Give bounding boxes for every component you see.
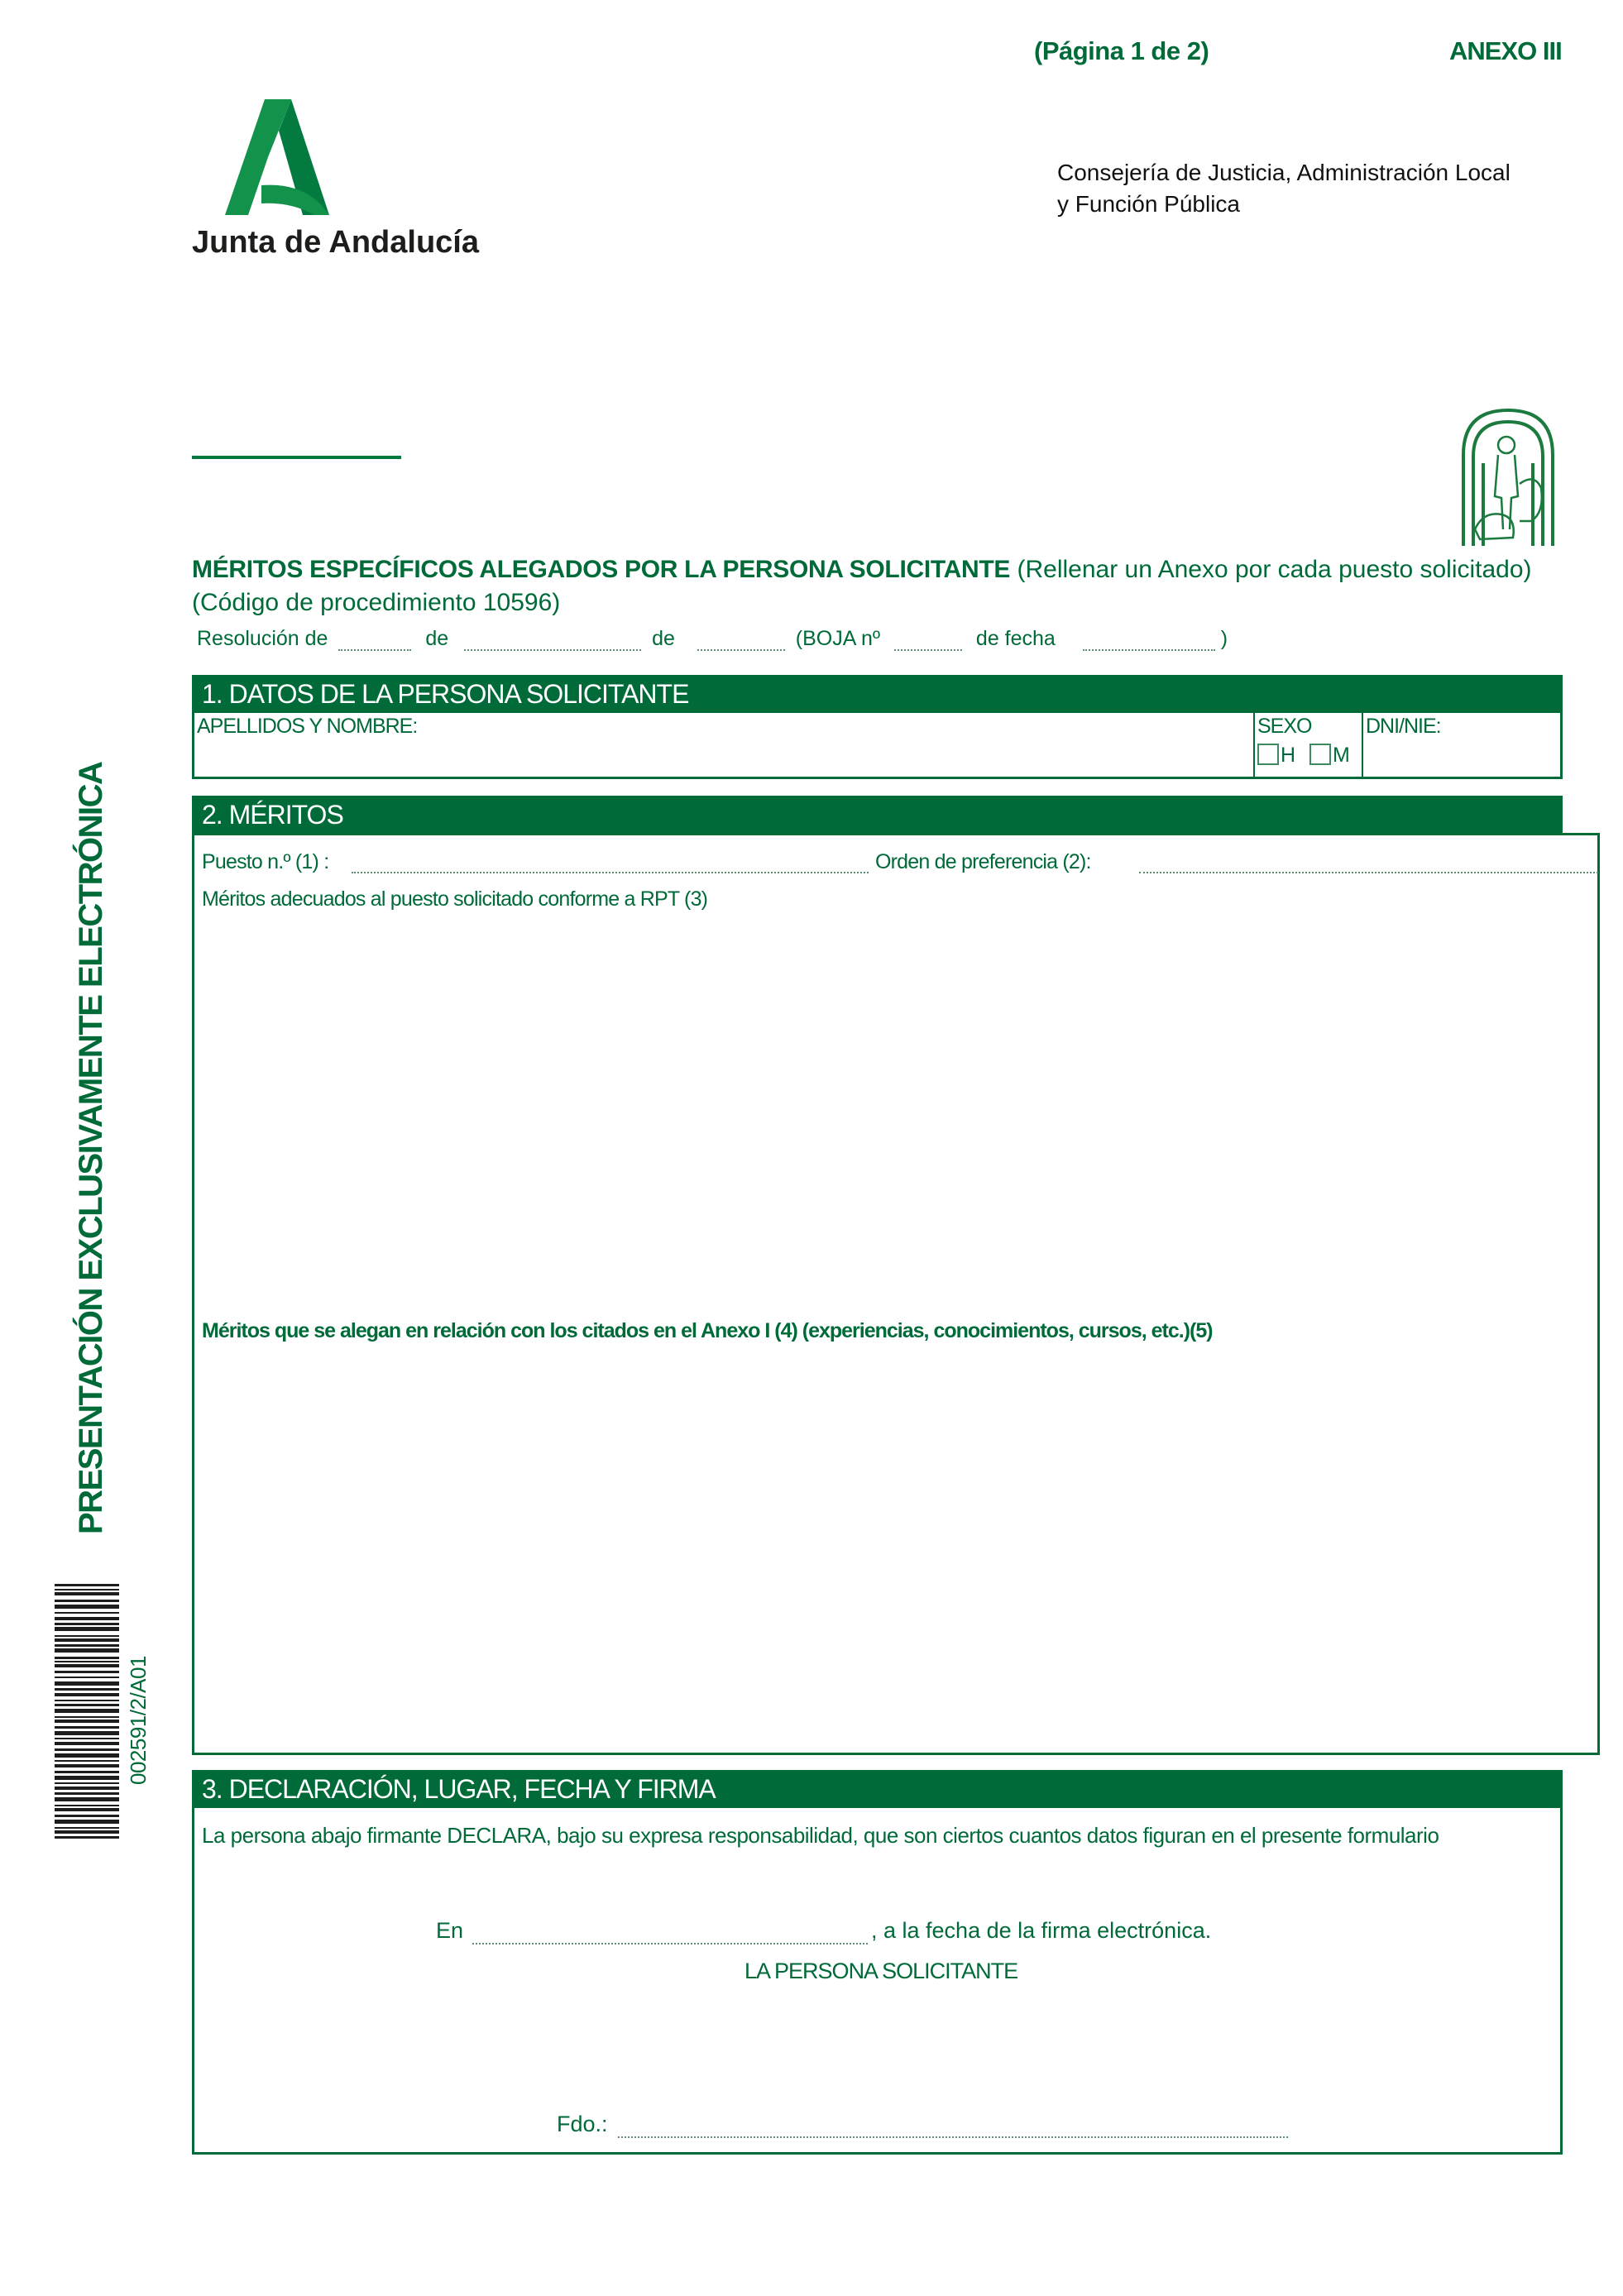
- alleged-merits-label: Méritos que se alegan en relación con los citados en el Anexo I (4) (experiencias, conocimientos, cursos, etc.)(5): [202, 1319, 1213, 1342]
- sex-field: [1253, 713, 1362, 777]
- place-label: En: [436, 1918, 464, 1943]
- signer-label: LA PERSONA SOLICITANTE: [744, 1959, 1018, 1983]
- logo-text: Junta de Andalucía: [192, 225, 479, 260]
- header-rule: [192, 456, 401, 459]
- resolution-year-field[interactable]: [697, 631, 785, 651]
- place-field[interactable]: [472, 1923, 868, 1944]
- boja-label: (BOJA nº: [795, 627, 881, 650]
- coat-of-arms-icon: [1458, 405, 1558, 550]
- dni-field[interactable]: [1362, 713, 1560, 777]
- orden-field[interactable]: [1139, 854, 1598, 873]
- section-merits: [192, 833, 1600, 1755]
- sex-m-checkbox[interactable]: [1309, 744, 1331, 765]
- resolution-line: [197, 627, 1228, 651]
- dni-label: DNI/NIE:: [1366, 715, 1441, 738]
- form-title: [192, 556, 1532, 584]
- form-code: 002591/2/A01: [126, 1656, 151, 1785]
- signature-label: Fdo.:: [557, 2112, 608, 2136]
- name-field[interactable]: [194, 713, 1253, 777]
- form-title-main: MÉRITOS ESPECÍFICOS ALEGADOS POR LA PERSONA SOLICITANTE: [192, 556, 1011, 583]
- puesto-field[interactable]: [352, 854, 869, 873]
- rpt-merits-textarea[interactable]: [202, 918, 1592, 1282]
- sex-h-label: H: [1281, 744, 1295, 767]
- resolution-de-label-2: de: [652, 627, 675, 650]
- resolution-label: Resolución de: [197, 627, 328, 650]
- boja-date-field[interactable]: [1083, 631, 1215, 651]
- orden-label: Orden de preferencia (2):: [875, 850, 1091, 873]
- boja-date-label: de fecha: [975, 627, 1056, 650]
- close-paren: ): [1220, 627, 1228, 650]
- rpt-merits-label: Méritos adecuados al puesto solicitado conforme a RPT (3): [202, 887, 708, 911]
- sex-label: SEXO: [1257, 715, 1312, 738]
- procedure-code: (Código de procedimiento 10596): [192, 589, 561, 616]
- section-2-heading: 2. MÉRITOS: [192, 796, 1563, 834]
- resolution-de-label-1: de: [425, 627, 449, 650]
- electronic-submission-notice: PRESENTACIÓN EXCLUSIVAMENTE ELECTRÓNICA: [73, 762, 109, 1534]
- form-title-note: (Rellenar un Anexo por cada puesto solicitado): [1010, 556, 1532, 583]
- date-suffix: , a la fecha de la firma electrónica.: [871, 1918, 1212, 1943]
- sex-m-label: M: [1333, 744, 1349, 767]
- section-declaration: [192, 1807, 1563, 2155]
- alleged-merits-textarea[interactable]: [202, 1352, 1592, 1741]
- section-applicant-data: [192, 675, 1563, 779]
- section-1-heading: 1. DATOS DE LA PERSONA SOLICITANTE: [192, 675, 1563, 713]
- department-line-2: y Función Pública: [1057, 191, 1241, 217]
- page-indicator: (Página 1 de 2): [1034, 36, 1209, 65]
- annex-label: ANEXO III: [1449, 36, 1562, 65]
- department-name: [1057, 157, 1510, 220]
- signature-field[interactable]: [618, 2117, 1288, 2138]
- barcode-icon: [55, 1584, 119, 1839]
- department-line-1: Consejería de Justicia, Administración Local: [1057, 160, 1510, 185]
- name-label: APELLIDOS Y NOMBRE:: [197, 715, 418, 738]
- resolution-month-field[interactable]: [464, 631, 641, 651]
- sex-h-checkbox[interactable]: [1257, 744, 1279, 765]
- puesto-label: Puesto n.º (1) :: [202, 850, 329, 873]
- section-3-heading: 3. DECLARACIÓN, LUGAR, FECHA Y FIRMA: [192, 1770, 1563, 1808]
- boja-number-field[interactable]: [894, 631, 962, 651]
- declaration-text: La persona abajo firmante DECLARA, bajo su expresa responsabilidad, que son ciertos cuantos datos figuran en el presente formulario: [202, 1823, 1439, 1848]
- resolution-day-field[interactable]: [338, 631, 411, 651]
